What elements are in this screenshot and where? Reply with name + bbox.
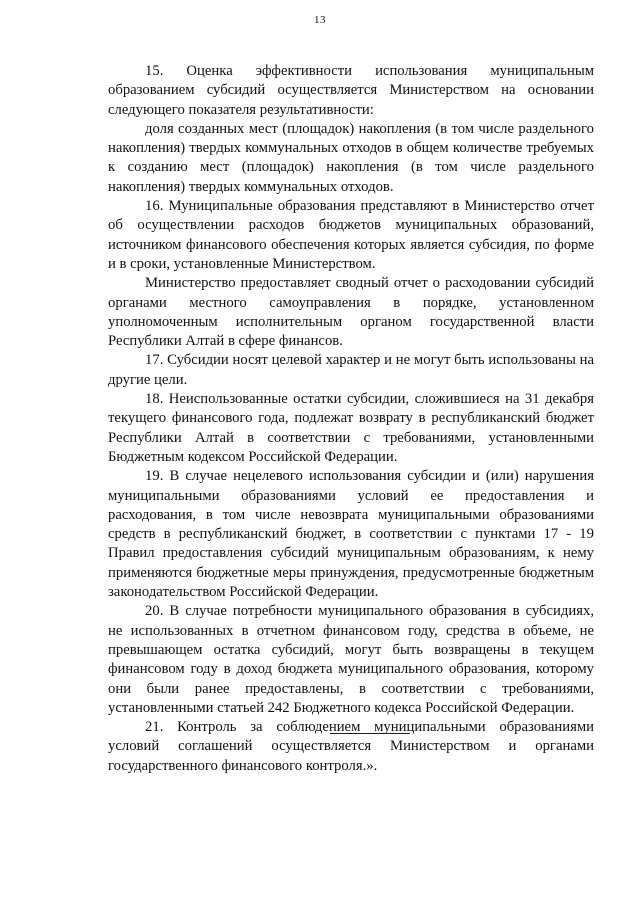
- paragraph-20: 20. В случае потребности муниципального образования в субсидиях, не использованных в отчетном финансовом году, средства в объеме, не превышающем остатка субсидий, могут быть возвращены в текущем финансовом году в доход бюджета муниципального образования, которому они были ранее предоставлены, в соответствии с требованиями, установленными статьей 242 Бюджетного кодекса Российской Федерации.: [108, 603, 594, 716]
- document-body: [108, 62, 594, 776]
- paragraph-18: 18. Неиспользованные остатки субсидии, сложившиеся на 31 декабря текущего финансового года, подлежат возврату в республиканский бюджет Республики Алтай в соответствии с требованиями, установленными Бюджетным кодексом Российской Федерации.: [108, 391, 594, 465]
- paragraph-ministry-report: Министерство предоставляет сводный отчет о расходовании субсидий органами местного самоуправления в порядке, установленном уполномоченным исполнительным органом государственной власти Республики Алтай в сфере финансов.: [108, 275, 594, 350]
- end-divider-line: [330, 733, 410, 734]
- paragraph-19: 19. В случае нецелевого использования субсидии и (или) нарушения муниципальными образованиями условий ее предоставления и расходования, в том числе невозврата муниципальными образованиями средств в республиканский бюджет, в соответствии с пунктами 17 - 19 Правил предоставления субсидий муниципальным образованиям, к нему применяются бюджетные меры принуждения, предусмотренные бюджетным законодательством Российской Федерации.: [108, 468, 594, 601]
- paragraph-17: 17. Субсидии носят целевой характер и не могут быть использованы на другие цели.: [108, 352, 594, 388]
- paragraph-indicator: доля созданных мест (площадок) накопления (в том числе раздельного накопления) твердых коммунальных отходов в общем количестве требуемых к созданию мест (площадок) накопления (в том числе раздельного накопления) твердых коммунальных отходов.: [108, 120, 594, 195]
- paragraph-21: 21. Контроль за соблюдением муниципальными образованиями условий соглашений осуществляется Министерством и органами государственного финансового контроля.».: [108, 719, 594, 774]
- paragraph-15: 15. Оценка эффективности использования муниципальным образованием субсидий осуществляется Министерством на основании следующего показателя результативности:: [108, 63, 594, 118]
- page-number: 13: [314, 14, 326, 26]
- paragraph-16: 16. Муниципальные образования представляют в Министерство отчет об осуществлении расходов бюджетов муниципальных образований, источником финансового обеспечения которых является субсидия, по форме и в сроки, установленные Министерством.: [108, 198, 594, 272]
